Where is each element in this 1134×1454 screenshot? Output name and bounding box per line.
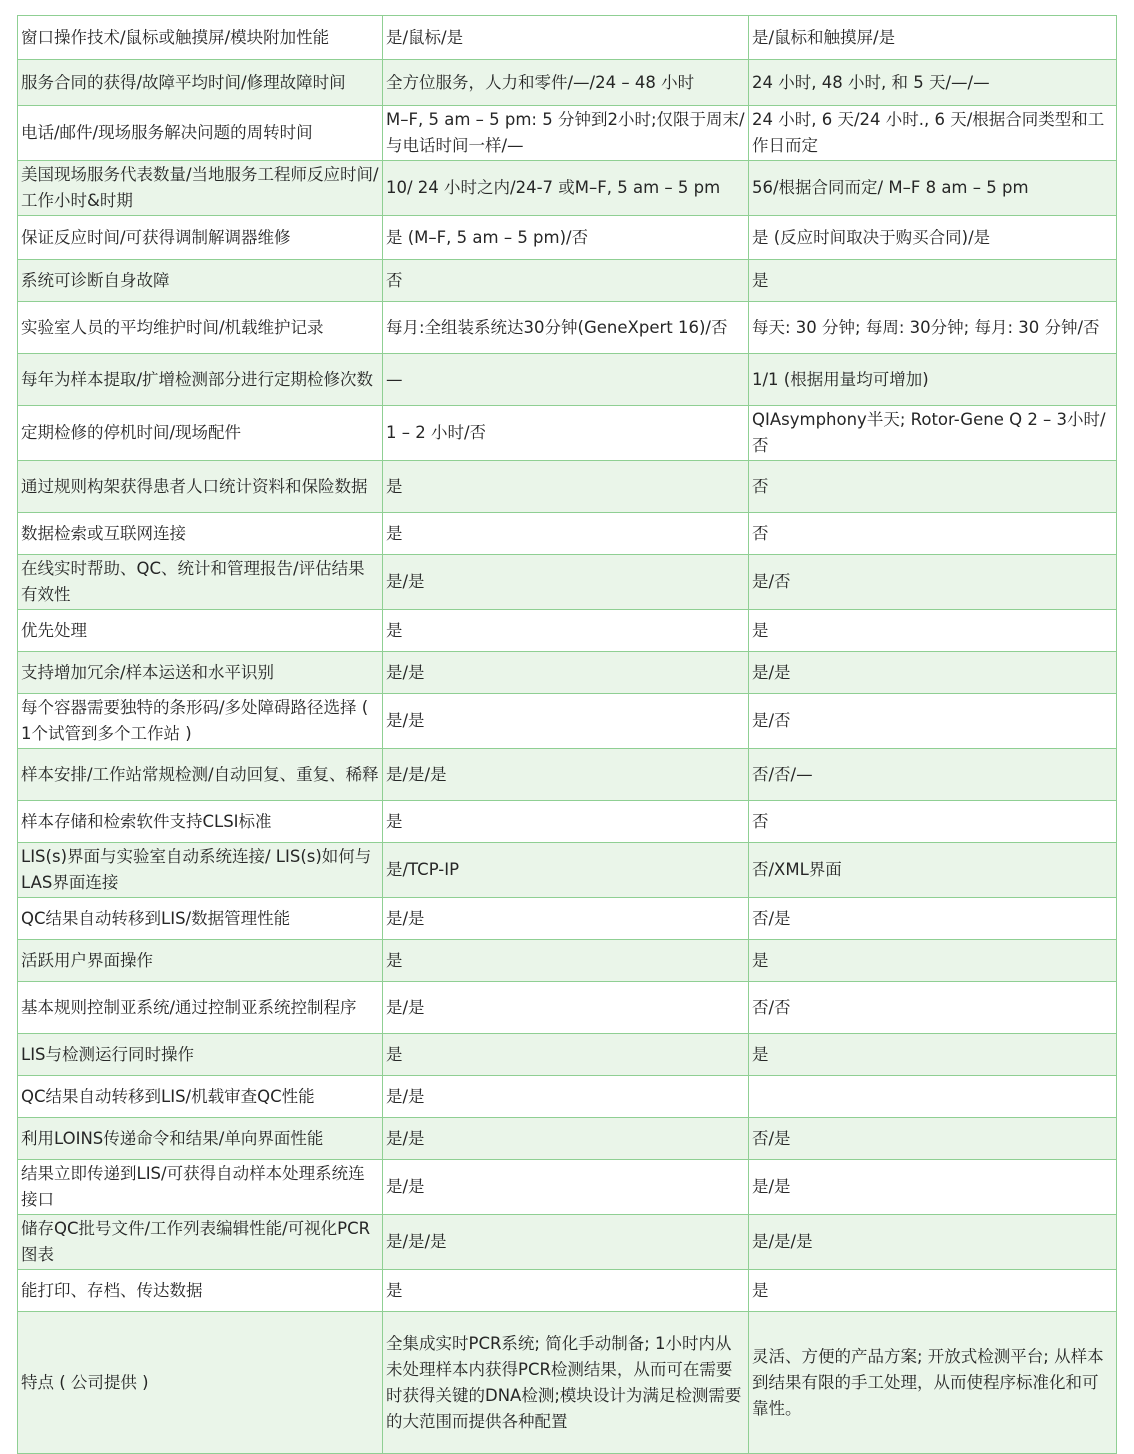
table-row [18,940,1117,982]
comparison-table-container [17,15,1116,1454]
table-row [18,610,1117,652]
system-b-cell: 灵活、方便的产品方案; 开放式检测平台; 从样本到结果有限的手工处理，从而使程序标准化和可靠性。 [749,1312,1117,1454]
feature-cell: 每个容器需要独特的条形码/多处障碍路径选择 ( 1个试管到多个工作站 ) [18,694,383,749]
table-row [18,1160,1117,1215]
feature-cell: 服务合同的获得/故障平均时间/修理故障时间 [18,60,383,106]
system-b-cell: 是 [749,260,1117,302]
feature-cell: 特点 ( 公司提供 ) [18,1312,383,1454]
system-a-cell: 是 [383,461,749,513]
comparison-table-body [18,16,1117,1454]
system-a-cell: 是/是 [383,694,749,749]
system-a-cell: 全方位服务，人力和零件/—/24 – 48 小时 [383,60,749,106]
system-a-cell: 是 (M–F, 5 am – 5 pm)/否 [383,216,749,260]
table-row [18,1076,1117,1118]
table-row [18,302,1117,354]
feature-cell: 在线实时帮助、QC、统计和管理报告/评估结果有效性 [18,555,383,610]
table-row [18,1270,1117,1312]
system-a-cell: 是/是/是 [383,1215,749,1270]
system-a-cell: 是 [383,801,749,843]
table-row [18,16,1117,60]
system-a-cell: 1 – 2 小时/否 [383,406,749,461]
system-a-cell: 10/ 24 小时之内/24-7 或M–F, 5 am – 5 pm [383,161,749,216]
system-b-cell: 否/否/— [749,749,1117,801]
feature-cell: 结果立即传递到LIS/可获得自动样本处理系统连接口 [18,1160,383,1215]
system-a-cell: 是/TCP-IP [383,843,749,898]
feature-cell: 数据检索或互联网连接 [18,513,383,555]
feature-cell: 利用LOINS传递命令和结果/单向界面性能 [18,1118,383,1160]
feature-cell: QC结果自动转移到LIS/数据管理性能 [18,898,383,940]
feature-cell: 能打印、存档、传达数据 [18,1270,383,1312]
table-row [18,1215,1117,1270]
table-row [18,1312,1117,1454]
system-b-cell: 是 [749,1034,1117,1076]
system-b-cell: QIAsymphony半天; Rotor-Gene Q 2 – 3小时/否 [749,406,1117,461]
table-row [18,106,1117,161]
system-b-cell: 是/否 [749,555,1117,610]
system-b-cell: 否/是 [749,898,1117,940]
table-row [18,161,1117,216]
table-row [18,513,1117,555]
table-row [18,898,1117,940]
system-a-cell: 是/是 [383,652,749,694]
table-row [18,461,1117,513]
system-a-cell: 是/是 [383,555,749,610]
table-row [18,801,1117,843]
table-row [18,694,1117,749]
table-row [18,749,1117,801]
system-b-cell: 否 [749,461,1117,513]
feature-cell: 定期检修的停机时间/现场配件 [18,406,383,461]
system-b-cell: 是 [749,610,1117,652]
table-row [18,406,1117,461]
table-row [18,216,1117,260]
feature-cell: 储存QC批号文件/工作列表编辑性能/可视化PCR图表 [18,1215,383,1270]
system-b-cell: 是 (反应时间取决于购买合同)/是 [749,216,1117,260]
system-b-cell: 每天: 30 分钟; 每周: 30分钟; 每月: 30 分钟/否 [749,302,1117,354]
system-b-cell: 是/是 [749,652,1117,694]
system-b-cell: 是 [749,940,1117,982]
feature-cell: 基本规则控制亚系统/通过控制亚系统控制程序 [18,982,383,1034]
system-b-cell [749,1076,1117,1118]
system-a-cell: 是 [383,610,749,652]
feature-cell: 窗口操作技术/鼠标或触摸屏/模块附加性能 [18,16,383,60]
system-b-cell: 否/是 [749,1118,1117,1160]
feature-cell: 保证反应时间/可获得调制解调器维修 [18,216,383,260]
system-a-cell: 全集成实时PCR系统; 简化手动制备; 1小时内从未处理样本内获得PCR检测结果，从而可在需要时获得关键的DNA检测;模块设计为满足检测需要的大范围而提供各种配置 [383,1312,749,1454]
table-row [18,1118,1117,1160]
feature-cell: 样本存储和检索软件支持CLSI标准 [18,801,383,843]
feature-cell: 美国现场服务代表数量/当地服务工程师反应时间/工作小时&时期 [18,161,383,216]
comparison-table [17,15,1117,1454]
system-b-cell: 否 [749,513,1117,555]
feature-cell: 活跃用户界面操作 [18,940,383,982]
system-a-cell: 每月:全组装系统达30分钟(GeneXpert 16)/否 [383,302,749,354]
system-b-cell: 是/否 [749,694,1117,749]
system-b-cell: 否 [749,801,1117,843]
feature-cell: 通过规则构架获得患者人口统计资料和保险数据 [18,461,383,513]
system-b-cell: 否/否 [749,982,1117,1034]
system-b-cell: 24 小时, 6 天/24 小时., 6 天/根据合同类型和工作日而定 [749,106,1117,161]
feature-cell: 样本安排/工作站常规检测/自动回复、重复、稀释 [18,749,383,801]
system-a-cell: 是 [383,1270,749,1312]
system-b-cell: 是 [749,1270,1117,1312]
table-row [18,260,1117,302]
system-a-cell: 是 [383,513,749,555]
system-a-cell: 是/是 [383,1118,749,1160]
feature-cell: LIS与检测运行同时操作 [18,1034,383,1076]
system-a-cell: 是 [383,1034,749,1076]
system-a-cell: M–F, 5 am – 5 pm: 5 分钟到2小时;仅限于周末/与电话时间一样/— [383,106,749,161]
table-row [18,555,1117,610]
system-b-cell: 1/1 (根据用量均可增加) [749,354,1117,406]
system-b-cell: 56/根据合同而定/ M–F 8 am – 5 pm [749,161,1117,216]
system-a-cell: 是/鼠标/是 [383,16,749,60]
table-row [18,652,1117,694]
system-b-cell: 24 小时, 48 小时, 和 5 天/—/— [749,60,1117,106]
feature-cell: 系统可诊断自身故障 [18,260,383,302]
feature-cell: 每年为样本提取/扩增检测部分进行定期检修次数 [18,354,383,406]
system-b-cell: 是/是/是 [749,1215,1117,1270]
system-a-cell: 是/是/是 [383,749,749,801]
table-row [18,1034,1117,1076]
system-a-cell: 是/是 [383,898,749,940]
system-a-cell: 是 [383,940,749,982]
table-row [18,60,1117,106]
table-row [18,843,1117,898]
table-row [18,354,1117,406]
feature-cell: QC结果自动转移到LIS/机载审查QC性能 [18,1076,383,1118]
system-a-cell: 是/是 [383,1160,749,1215]
feature-cell: 实验室人员的平均维护时间/机载维护记录 [18,302,383,354]
feature-cell: 电话/邮件/现场服务解决问题的周转时间 [18,106,383,161]
table-row [18,982,1117,1034]
feature-cell: 支持增加冗余/样本运送和水平识别 [18,652,383,694]
system-a-cell: 否 [383,260,749,302]
system-a-cell: 是/是 [383,982,749,1034]
system-a-cell: — [383,354,749,406]
system-b-cell: 是/鼠标和触摸屏/是 [749,16,1117,60]
feature-cell: 优先处理 [18,610,383,652]
feature-cell: LIS(s)界面与实验室自动系统连接/ LIS(s)如何与LAS界面连接 [18,843,383,898]
system-a-cell: 是/是 [383,1076,749,1118]
system-b-cell: 是/是 [749,1160,1117,1215]
system-b-cell: 否/XML界面 [749,843,1117,898]
